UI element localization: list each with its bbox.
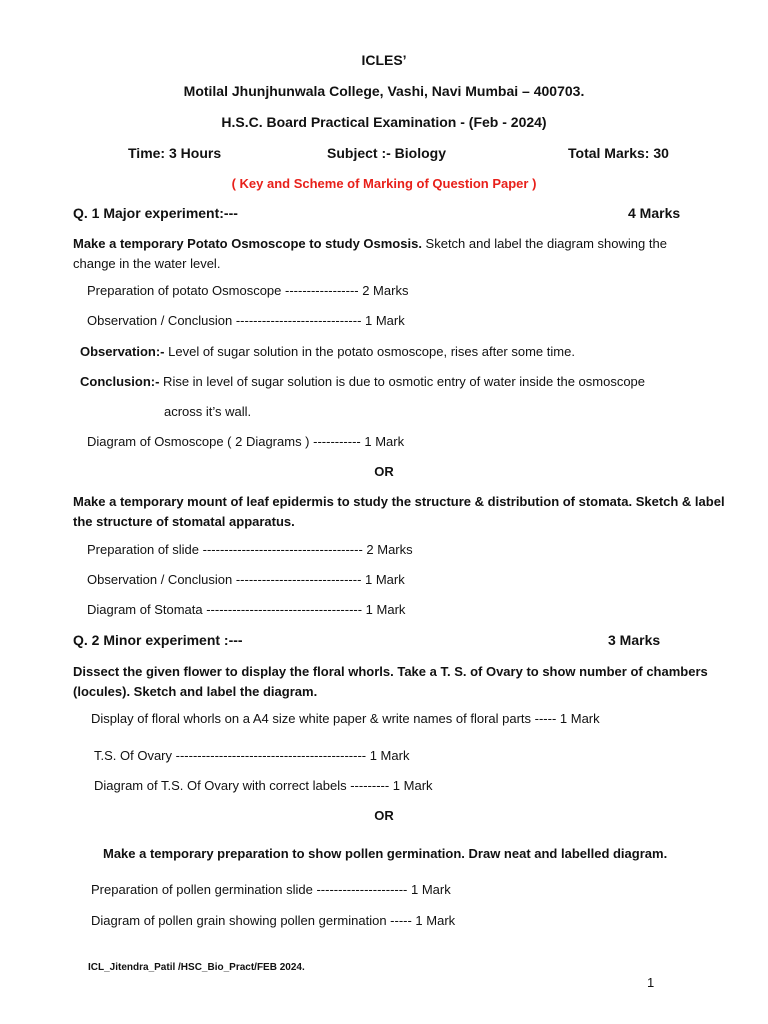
key-title: ( Key and Scheme of Marking of Question Paper ) [231, 176, 537, 191]
footer-reference: ICL_Jitendra_Patil /HSC_Bio_Pract/FEB 2024. [88, 962, 305, 973]
conclusion-label: Conclusion:- [80, 374, 160, 389]
q1-conclusion-cont: across it’s wall. [164, 404, 252, 419]
q1-or: OR [374, 464, 394, 479]
q1-conclusion [80, 374, 645, 389]
observation-text: Level of sugar solution in the potato osmoscope, rises after some time. [164, 344, 575, 359]
q2-b-item-diagram: Diagram of pollen grain showing pollen germination ----- 1 Mark [91, 913, 456, 928]
q1-option-a-question [73, 234, 713, 274]
q2-marks: 3 Marks [608, 632, 661, 648]
conclusion-text: Rise in level of sugar solution is due to osmotic entry of water inside the osmoscope [159, 374, 646, 389]
q2-a-item-ts-ovary: T.S. Of Ovary -------------------------------------------- 1 Mark [94, 748, 410, 763]
page-number: 1 [647, 975, 655, 990]
q2-or: OR [374, 808, 394, 823]
q2-title: Q. 2 Minor experiment :--- [73, 632, 243, 648]
exam-subject: Subject :- Biology [327, 145, 446, 161]
exam-title: H.S.C. Board Practical Examination - (Feb - 2024) [221, 114, 547, 130]
q2-b-item-preparation: Preparation of pollen germination slide --------------------- 1 Mark [91, 882, 451, 897]
q2-option-a-question: Dissect the given flower to display the floral whorls. Take a T. S. of Ovary to show number of chambers (locules). Sketch and label the diagram. [73, 664, 708, 699]
q2-a-item-display: Display of floral whorls on a A4 size white paper & write names of floral parts ----- 1 Mark [91, 711, 600, 726]
q2-option-b-question: Make a temporary preparation to show pollen germination. Draw neat and labelled diagram. [103, 846, 668, 861]
q1-title: Q. 1 Major experiment:--- [73, 205, 238, 221]
q1-option-b-question: Make a temporary mount of leaf epidermis to study the structure & distribution of stomata. Sketch & label the structure of stomatal apparatus. [73, 494, 725, 529]
q1-b-item-diagram: Diagram of Stomata ------------------------------------ 1 Mark [87, 602, 406, 617]
exam-time: Time: 3 Hours [128, 145, 222, 161]
q1-marks: 4 Marks [628, 205, 681, 221]
q1-a-item-diagram: Diagram of Osmoscope ( 2 Diagrams ) ----------- 1 Mark [87, 434, 405, 449]
q1-b-item-observation: Observation / Conclusion ----------------------------- 1 Mark [87, 572, 405, 587]
q1-a-item-observation: Observation / Conclusion ----------------------------- 1 Mark [87, 313, 405, 328]
q1-option-a-question-bold: Make a temporary Potato Osmoscope to study Osmosis. [73, 236, 422, 251]
observation-label: Observation:- [80, 344, 165, 359]
college-name: Motilal Jhunjhunwala College, Vashi, Navi Mumbai – 400703. [183, 83, 585, 99]
q2-a-item-diagram: Diagram of T.S. Of Ovary with correct labels --------- 1 Mark [94, 778, 433, 793]
q1-option-a-question-rest: Sketch and label the diagram showing the change in the water level. [73, 236, 667, 271]
q1-a-item-preparation: Preparation of potato Osmoscope ----------------- 2 Marks [87, 283, 409, 298]
exam-total-marks: Total Marks: 30 [568, 145, 669, 161]
q1-b-item-preparation: Preparation of slide ------------------------------------- 2 Marks [87, 542, 413, 557]
org-name: ICLES’ [361, 52, 407, 68]
q1-observation [80, 344, 575, 359]
